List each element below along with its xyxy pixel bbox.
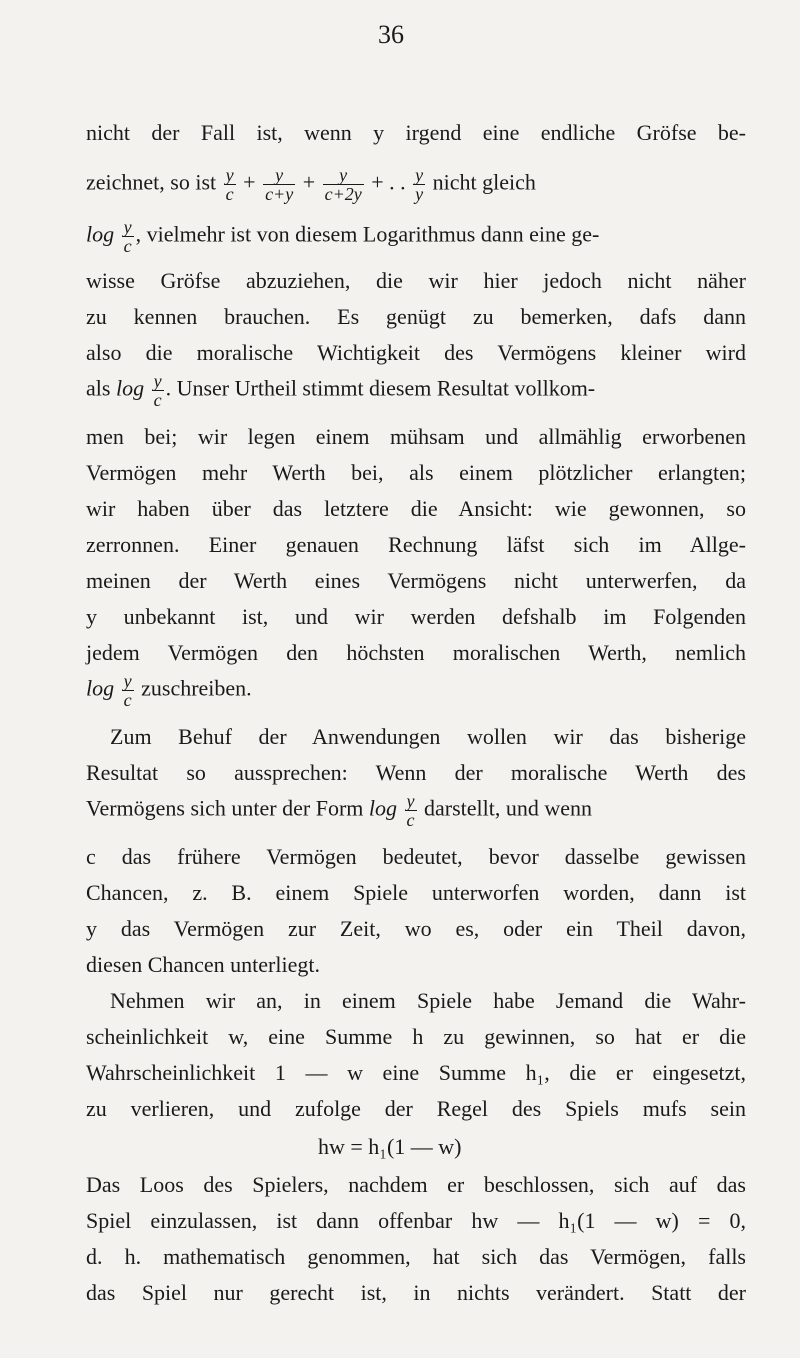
fraction-y-over-c-plus-2y: $\frac{y}{c+2y}$ [324, 165, 362, 204]
text-line-24: scheinlichkeit w, eine Summe h zu gewinnen, so hat er die [86, 1024, 746, 1049]
text-line-20: Chancen, z. B. einem Spiele unterworfen worden, dann ist [86, 880, 746, 905]
fraction-y-over-c: $\frac{y}{c}$ [225, 165, 234, 204]
text-line-10: wir haben über das letztere die Ansicht: wie gewonnen, so [86, 496, 746, 521]
text-line-14: jedem Vermögen den höchsten moralischen Werth, nemlich [86, 640, 746, 665]
page-number: 36 [378, 20, 404, 49]
log-label: log [86, 221, 115, 247]
fraction-y-over-c: $\frac{y}{c}$ [406, 791, 415, 830]
plus-sign: + [302, 169, 316, 195]
fraction-y-over-y: $\frac{y}{y}$ [415, 165, 424, 204]
text-line-21: y das Vermögen zur Zeit, wo es, oder ein Theil davon, [86, 916, 746, 941]
text-line-2-series [86, 166, 746, 206]
log-label: log [368, 795, 398, 821]
text-line-30: d. h. mathematisch genommen, hat sich das Vermögen, falls [86, 1244, 746, 1269]
text-line-29: Spiel einzulassen, ist dann offenbar hw — h₁(1 — w) = 0, [86, 1208, 746, 1233]
text-line-4: wisse Gröfse abzuziehen, die wir hier jedoch nicht näher [86, 268, 746, 293]
series-dots: + . . [371, 169, 406, 195]
text-line-31: das Spiel nur gerecht ist, in nichts verändert. Statt der [86, 1280, 746, 1305]
text-line-16: Zum Behuf der Anwendungen wollen wir das bisherige [110, 724, 746, 749]
line-2-start: zeichnet, so ist [86, 169, 217, 195]
text-line-6: also die moralische Wichtigkeit des Vermögens kleiner wird [86, 340, 746, 365]
text-line-11: zerronnen. Einer genauen Rechnung läfst sich im Allge- [86, 532, 746, 557]
text-line-13: y unbekannt ist, und wir werden defshalb im Folgenden [86, 604, 746, 629]
text-line-22: diesen Chancen unterliegt. [86, 952, 320, 977]
text-line-5: zu kennen brauchen. Es genügt zu bemerken, dafs dann [86, 304, 746, 329]
equation-hw: hw = h₁(1 — w) [318, 1134, 462, 1159]
fraction-y-over-c: $\frac{y}{c}$ [153, 371, 162, 410]
plus-sign: + [243, 169, 256, 195]
text-line-26: zu verlieren, und zufolge der Regel des Spiels mufs sein [86, 1096, 746, 1121]
line-3-text: vielmehr ist von diesem Logarithmus dann eine ge- [146, 221, 600, 247]
text-line-15: log $\frac{y}{c}$ zuschreiben. [86, 671, 252, 710]
text-line-12: meinen der Werth eines Vermögens nicht unterwerfen, da [86, 568, 746, 593]
text-line-8: men bei; wir legen einem mühsam und allmählig erworbenen [86, 424, 746, 449]
line-2-end: nicht gleich [432, 169, 536, 195]
text-line-7: als log $\frac{y}{c}$ . Unser Urtheil stimmt diesem Resultat vollkom- [86, 371, 596, 410]
log-label: log [115, 375, 145, 401]
fraction-y-over-c: $\frac{y}{c}$ [123, 217, 132, 256]
text-line-18: Vermögens sich unter der Form log $\frac{y}{c}$ darstellt, und wenn [86, 791, 593, 830]
text-line-19: c das frühere Vermögen bedeutet, bevor dasselbe gewissen [86, 844, 746, 869]
log-label: log [86, 675, 115, 701]
text-line-23: Nehmen wir an, in einem Spiele habe Jemand die Wahr- [110, 988, 746, 1013]
text-line-9: Vermögen mehr Werth bei, als einem plötzlicher erlangten; [86, 460, 746, 485]
text-line-17: Resultat so aussprechen: Wenn der moralische Werth des [86, 760, 746, 785]
fraction-y-over-c: $\frac{y}{c}$ [123, 671, 132, 710]
text-line-28: Das Loos des Spielers, nachdem er beschlossen, sich auf das [86, 1172, 746, 1197]
text-line-1: nicht der Fall ist, wenn y irgend eine endliche Gröfse be- [86, 120, 746, 145]
fraction-y-over-c-plus-y: $\frac{y}{c+y}$ [265, 165, 294, 204]
text-line-3: log $\frac{y}{c}$ , vielmehr ist von diesem Logarithmus dann eine ge- [86, 217, 600, 256]
text-line-25: Wahrscheinlichkeit 1 — w eine Summe h₁, die er eingesetzt, [86, 1060, 746, 1085]
